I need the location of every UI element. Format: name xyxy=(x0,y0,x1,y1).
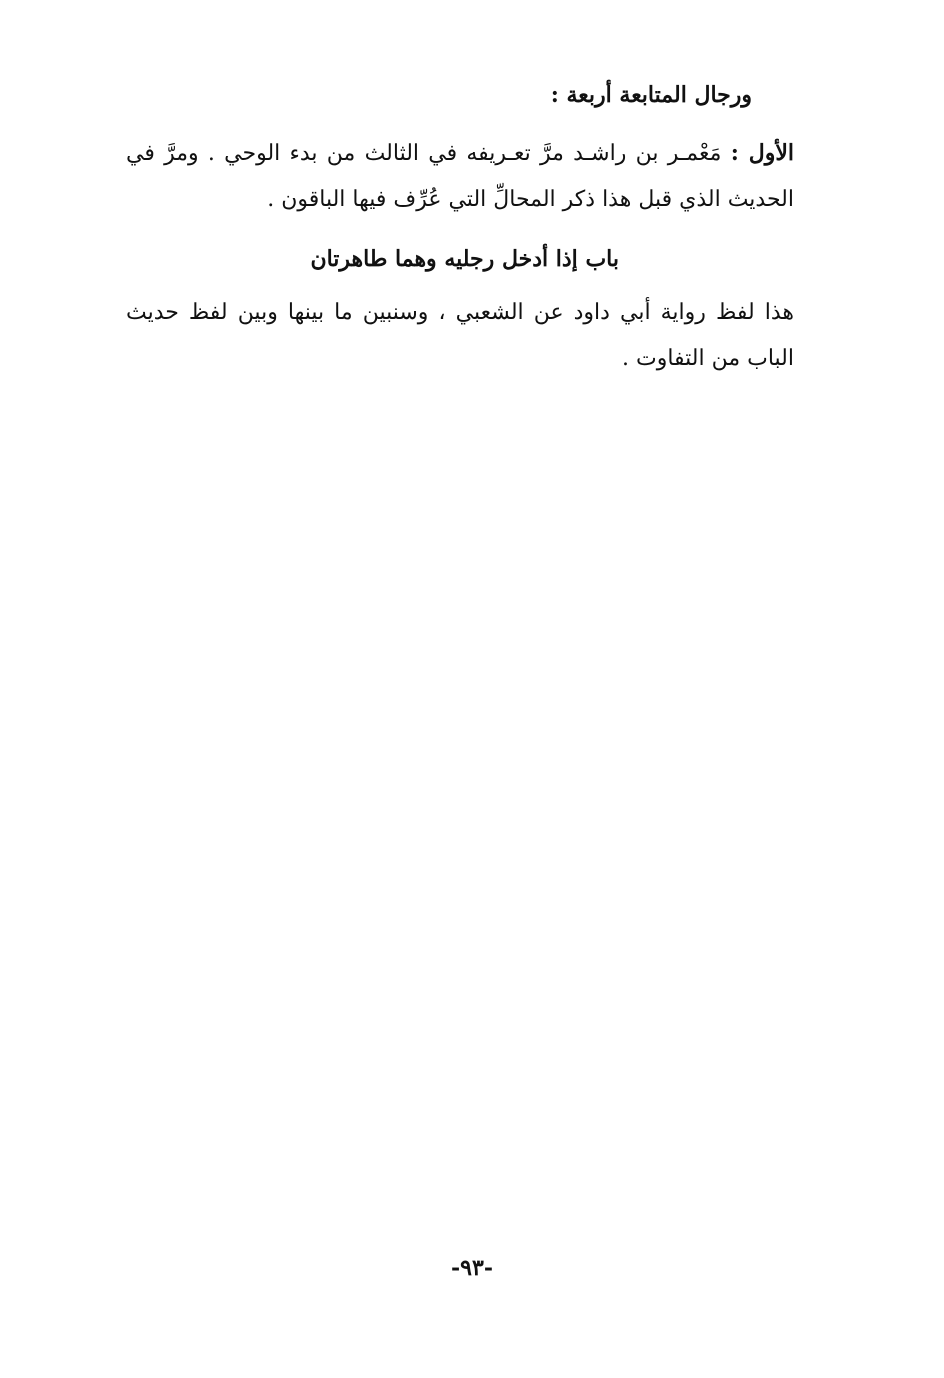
intro-heading: ورجال المتابعة أربعة : xyxy=(550,82,752,108)
first-label: الأول : xyxy=(730,140,794,166)
page-number: -٩٣- xyxy=(451,1255,493,1281)
first-narrator-line-2: الحديث الذي قبل هذا ذكر المحالِّ التي عُرِّف فيها الباقون . xyxy=(267,187,794,212)
body-paragraph xyxy=(126,290,794,382)
first-line-1-text: مَعْمـر بن راشـد مرَّ تعـريفه في الثالث من بدء الوحي . ومرَّ في xyxy=(126,141,722,166)
body-line-2: الباب من التفاوت . xyxy=(622,346,794,371)
first-narrator-paragraph xyxy=(126,130,794,223)
body-line-1: هذا لفظ رواية أبي داود عن الشعبي ، وسنبين ما بينها وبين لفظ حديث xyxy=(126,300,794,325)
first-narrator-line-1 xyxy=(126,130,794,177)
chapter-title: باب إذا أدخل رجليه وهما طاهرتان xyxy=(310,246,619,272)
